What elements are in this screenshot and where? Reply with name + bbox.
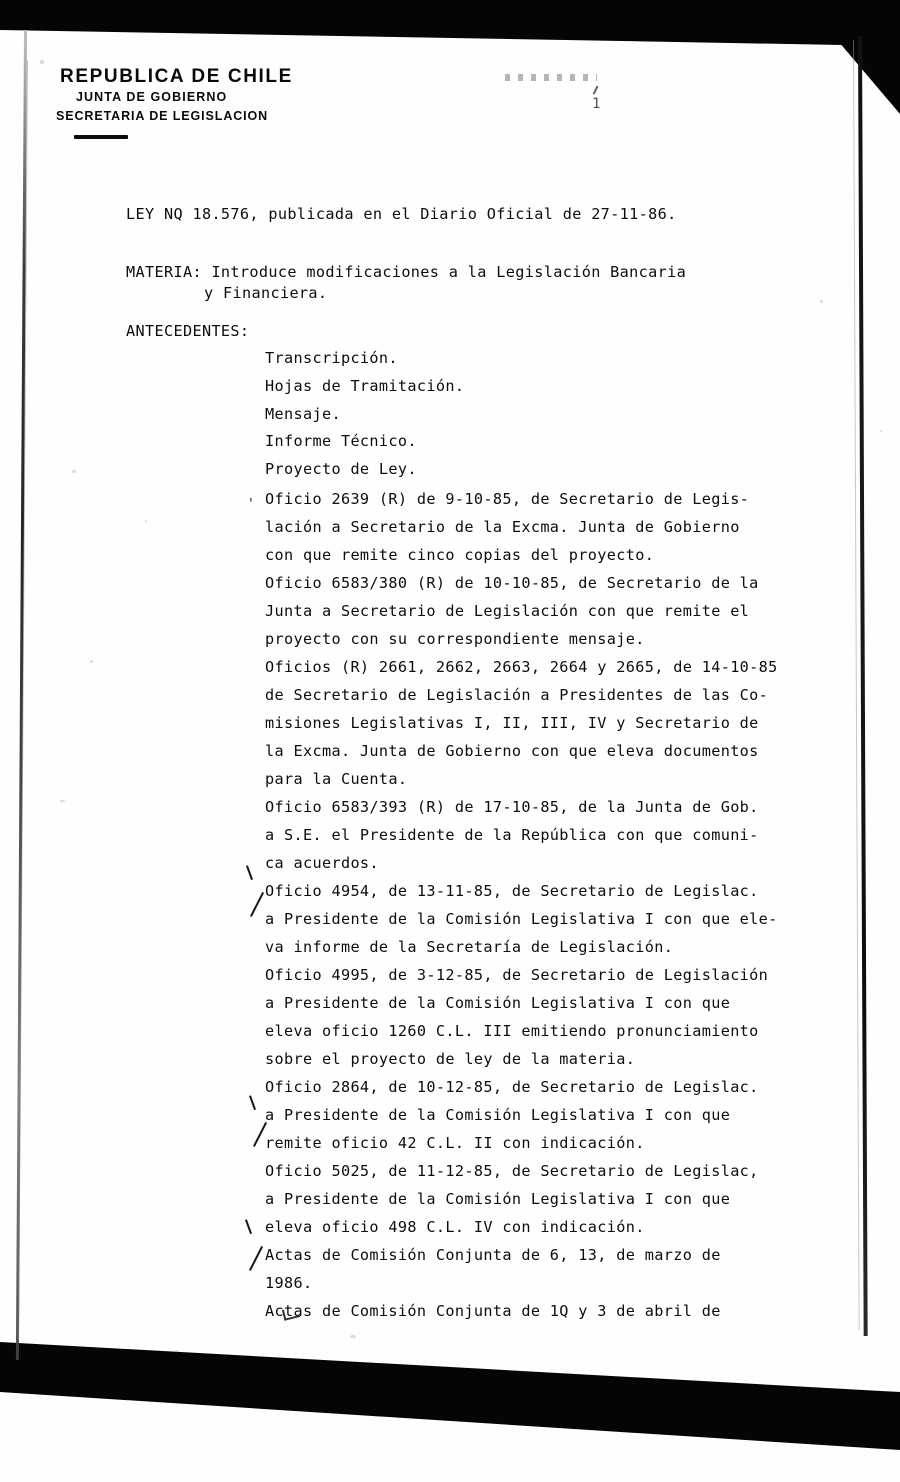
antecedente-item: Informe Técnico. [265,432,417,450]
folio-number: 1 [592,96,601,112]
handwritten-check-mark-oficio-4954 [245,864,263,890]
body-line: Oficio 2864, de 10-12-85, de Secretario de Legislac. [265,1078,759,1096]
body-line: remite oficio 42 C.L. II con indicación. [265,1134,645,1152]
antecedentes-heading: ANTECEDENTES: [126,322,250,340]
body-line: con que remite cinco copias del proyecto. [265,546,655,564]
materia-line-1: MATERIA: Introduce modificaciones a la Legislación Bancaria [126,263,687,281]
body-line: de Secretario de Legislación a Presidentes de las Co- [265,686,769,704]
body-line: eleva oficio 1260 C.L. III emitiendo pronunciamiento [265,1022,759,1040]
body-line: 1986. [265,1274,313,1292]
body-line: Oficio 4954, de 13-11-85, de Secretario de Legislac. [265,882,759,900]
body-line: Oficio 4995, de 3-12-85, de Secretario de Legislación [265,966,769,984]
body-line: ca acuerdos. [265,854,379,872]
body-line: Oficio 2639 (R) de 9-10-85, de Secretario de Legis- [265,490,750,508]
body-line: misiones Legislativas I, II, III, IV y Secretario de [265,714,759,732]
antecedente-item: Proyecto de Ley. [265,460,417,478]
body-line: va informe de la Secretaría de Legislación. [265,938,674,956]
handwritten-check-mark-remite-oficio-42 [248,1094,266,1120]
body-line: a Presidente de la Comisión Legislativa I con que [265,1106,731,1124]
body-line: a S.E. el Presidente de la República con que comuni- [265,826,759,844]
body-line: Junta a Secretario de Legislación con que remite el [265,602,750,620]
body-line: la Excma. Junta de Gobierno con que eleva documentos [265,742,759,760]
handwritten-tick-mark: ' [247,497,255,512]
body-line: Oficio 6583/380 (R) de 10-10-85, de Secretario de la [265,574,759,592]
body-line: Oficio 5025, de 11-12-85, de Secretario de Legislac, [265,1162,759,1180]
body-line: a Presidente de la Comisión Legislativa I con que [265,1190,731,1208]
letterhead-line-republic: REPUBLICA DE CHILE [60,66,293,87]
body-line: a Presidente de la Comisión Legislativa I con que [265,994,731,1012]
body-line: proyecto con su correspondiente mensaje. [265,630,645,648]
antecedente-item: Hojas de Tramitación. [265,377,465,395]
handwritten-check-mark-actas [244,1218,262,1244]
body-line: eleva oficio 498 C.L. IV con indicación. [265,1218,645,1236]
body-line: para la Cuenta. [265,770,408,788]
body-line: Oficio 6583/393 (R) de 17-10-85, de la Junta de Gob. [265,798,759,816]
antecedente-item: Transcripción. [265,349,398,367]
letterhead-line-secretaria: SECRETARIA DE LEGISLACION [56,109,269,123]
body-line: lación a Secretario de la Excma. Junta de Gobierno [265,518,740,536]
materia-line-2: y Financiera. [204,284,328,302]
body-line: sobre el proyecto de ley de la materia. [265,1050,636,1068]
body-line: a Presidente de la Comisión Legislativa I con que ele- [265,910,778,928]
body-line: Actas de Comisión Conjunta de 6, 13, de marzo de [265,1246,721,1264]
antecedente-item: Mensaje. [265,405,341,423]
body-line: Oficios (R) 2661, 2662, 2663, 2664 y 2665, de 14-10-85 [265,658,778,676]
law-reference-line: LEY NQ 18.576, publicada en el Diario Oficial de 27-11-86. [126,205,677,223]
letterhead-line-junta: JUNTA DE GOBIERNO [76,90,228,104]
body-line: Actas de Comisión Conjunta de 1Q y 3 de abril de [265,1302,721,1320]
